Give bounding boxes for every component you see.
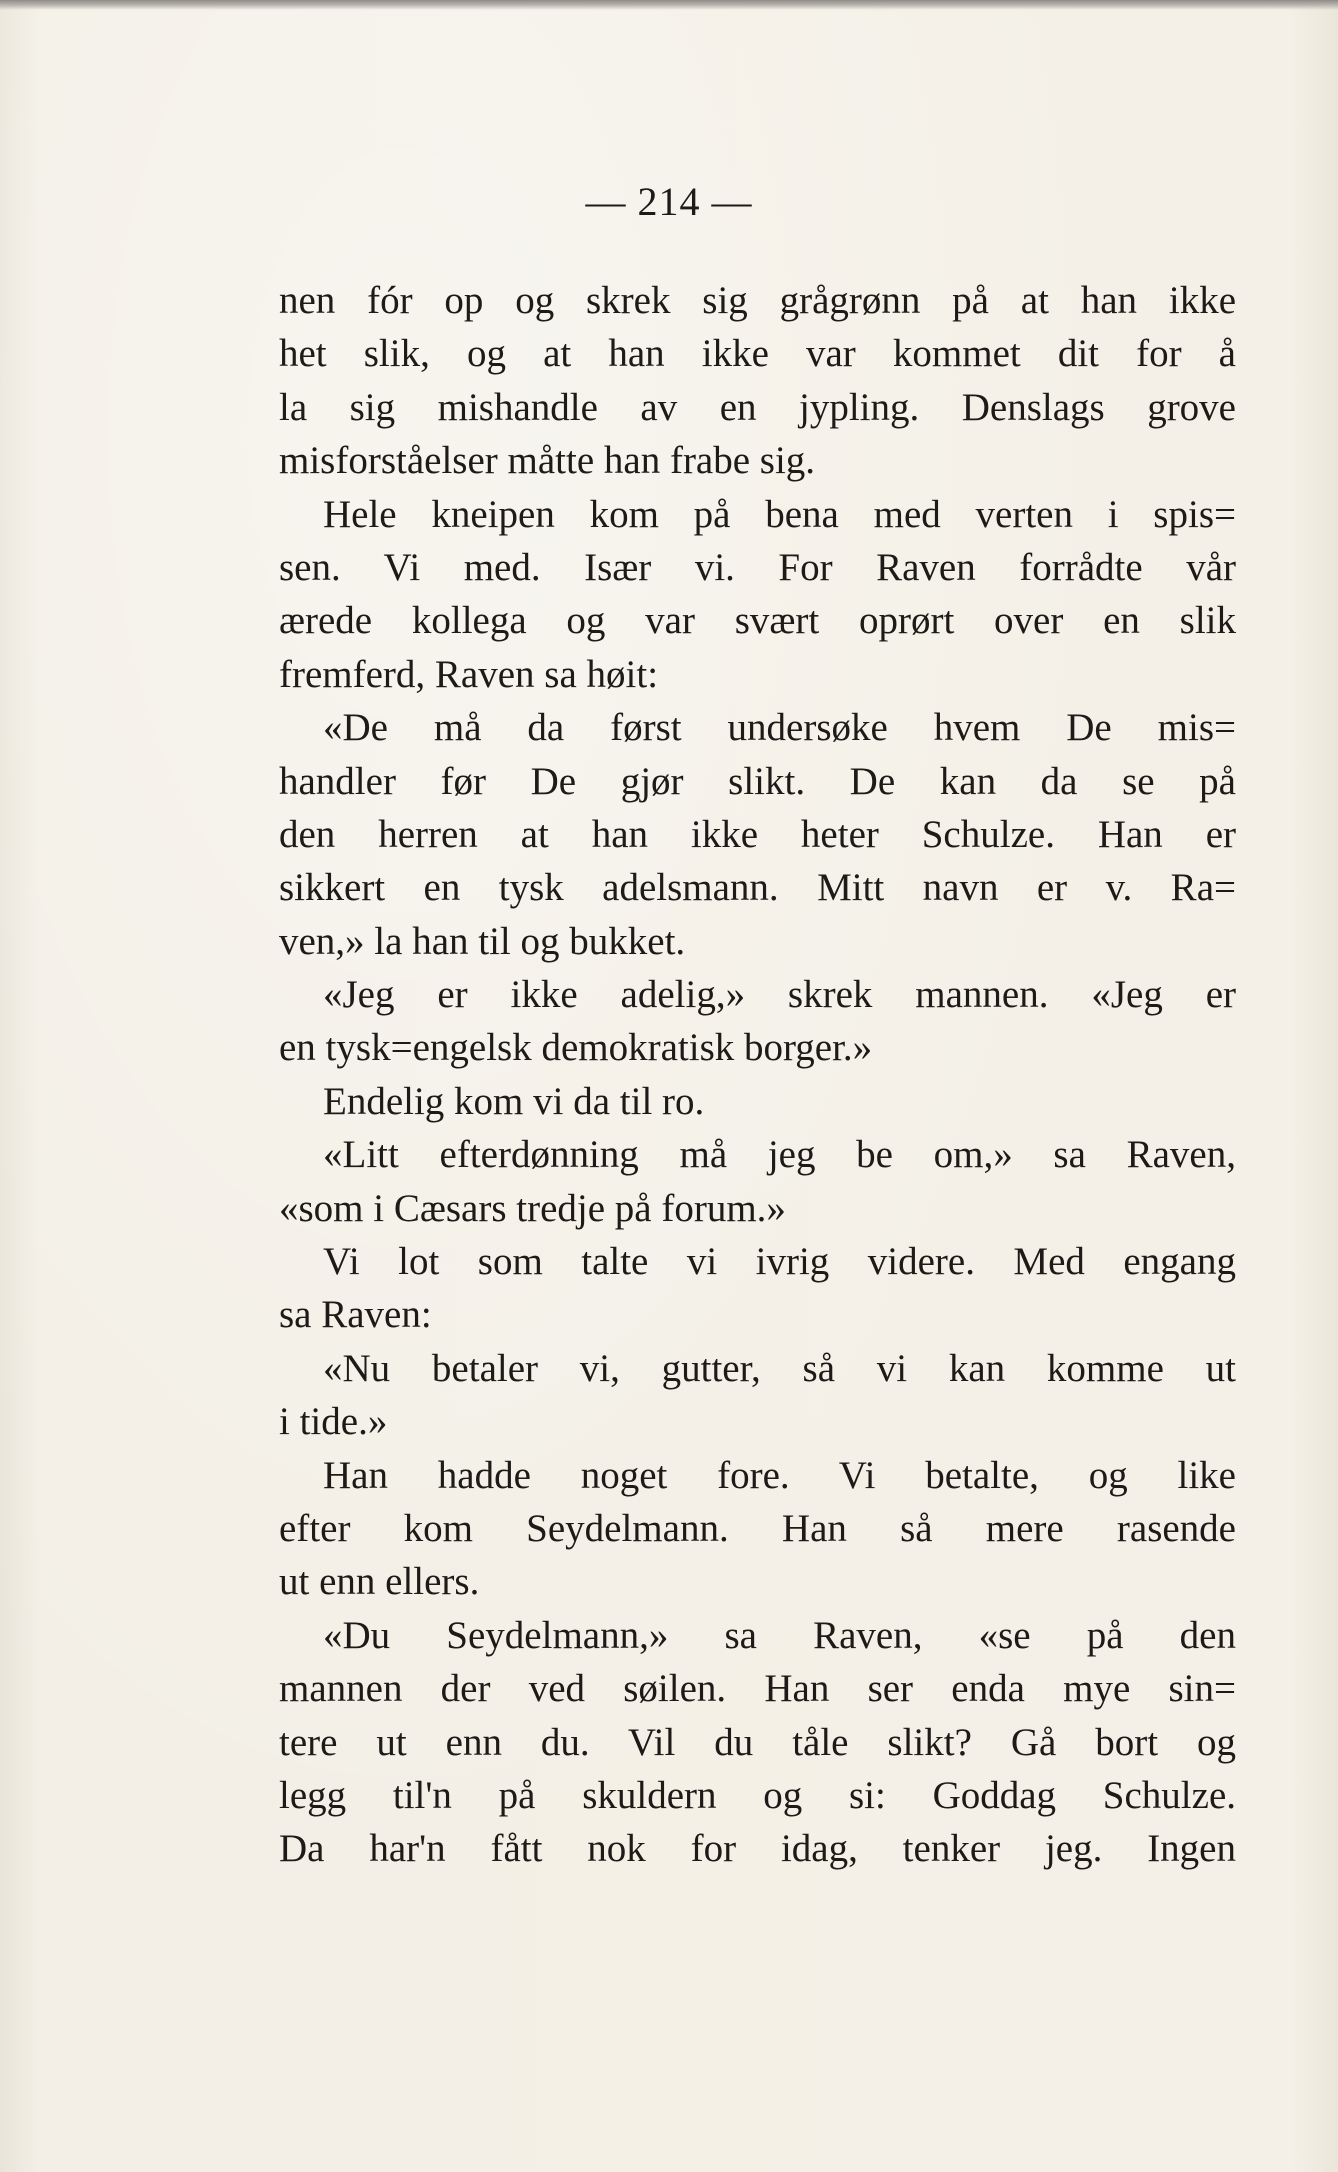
text-line: ut enn ellers. <box>279 1560 480 1604</box>
text-line: het slik, og at han ikke var kommet dit for å <box>279 332 1236 376</box>
page-number: — 214 — <box>585 179 753 224</box>
text-line: «Jeg er ikke adelig,» skrek mannen. «Jeg er <box>323 973 1236 1017</box>
text-line: «De må da først undersøke hvem De mis= <box>323 706 1236 750</box>
text-line: tere ut enn du. Vil du tåle slikt? Gå bort og <box>279 1720 1236 1764</box>
text-line: efter kom Seydelmann. Han så mere rasende <box>279 1506 1236 1550</box>
text-line: fremferd, Raven sa høit: <box>279 652 659 696</box>
text-line: Endelig kom vi da til ro. <box>323 1079 705 1123</box>
text-line: nen fór op og skrek sig grågrønn på at han ikke <box>279 279 1236 322</box>
text-line: «Du Seydelmann,» sa Raven, «se på den <box>323 1613 1236 1657</box>
text-line: sa Raven: <box>279 1293 432 1337</box>
text-line: Hele kneipen kom på bena med verten i spis= <box>323 492 1236 536</box>
text-line: ærede kollega og var svært oprørt over en slik <box>279 599 1236 643</box>
scanned-page-edge <box>0 0 1338 10</box>
text-line: sen. Vi med. Især vi. For Raven forrådte vår <box>279 545 1236 589</box>
text-line: misforståelser måtte han frabe sig. <box>279 439 816 483</box>
body-text <box>279 274 1236 1876</box>
text-line: legg til'n på skuldern og si: Goddag Schulze. <box>279 1773 1236 1817</box>
text-line: mannen der ved søilen. Han ser enda mye sin= <box>279 1667 1236 1711</box>
text-line: la sig mishandle av en jypling. Denslags grove <box>279 385 1236 429</box>
text-line: Han hadde noget fore. Vi betalte, og like <box>323 1453 1236 1497</box>
text-line: «Nu betaler vi, gutter, så vi kan komme ut <box>323 1346 1236 1390</box>
text-line: sikkert en tysk adelsmann. Mitt navn er v. Ra= <box>279 866 1236 910</box>
text-line: Da har'n fått nok for idag, tenker jeg. Ingen <box>279 1827 1236 1871</box>
text-line: i tide.» <box>279 1400 388 1444</box>
text-line: en tysk=engelsk demokratisk borger.» <box>279 1026 873 1070</box>
text-line: den herren at han ikke heter Schulze. Han er <box>279 812 1236 856</box>
text-line: handler før De gjør slikt. De kan da se på <box>279 759 1236 803</box>
text-line: «som i Cæsars tredje på forum.» <box>279 1186 786 1230</box>
text-line: ven,» la han til og bukket. <box>279 919 686 963</box>
text-line: «Litt efterdønning må jeg be om,» sa Raven, <box>323 1133 1236 1177</box>
text-line: Vi lot som talte vi ivrig videre. Med engang <box>323 1240 1236 1284</box>
